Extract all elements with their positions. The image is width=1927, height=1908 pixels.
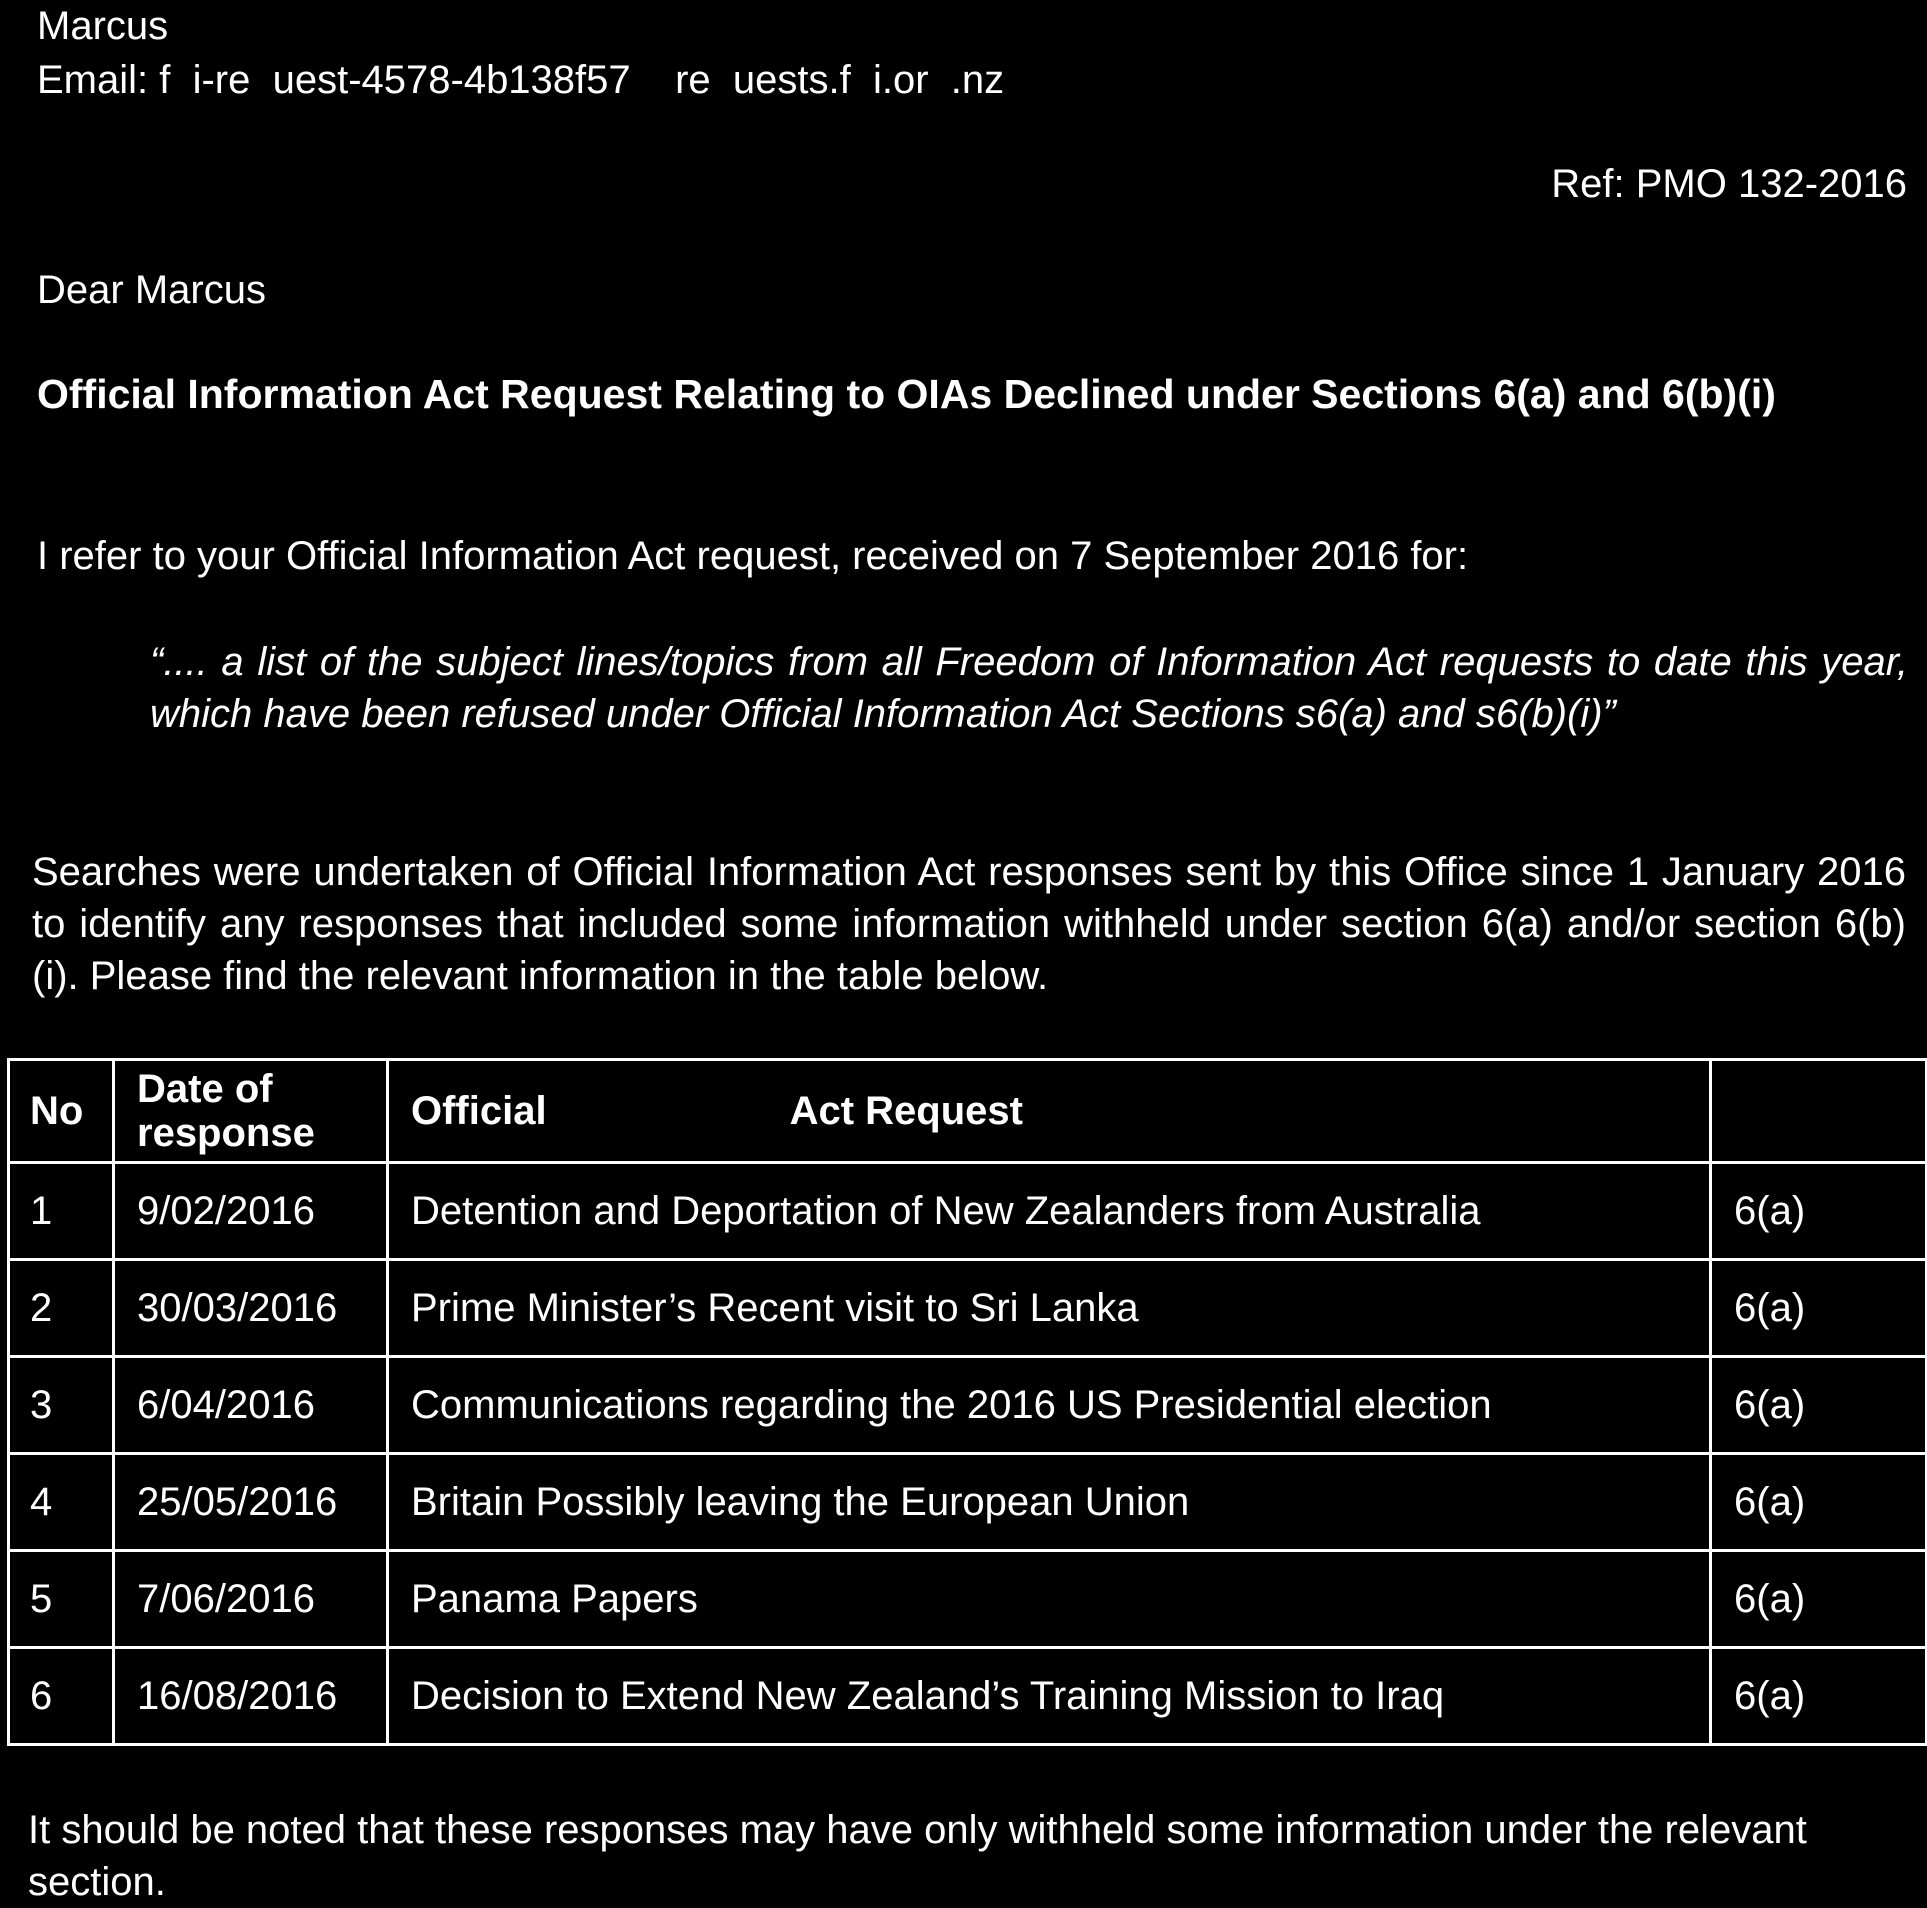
footer-note: It should be noted that these responses may have only withheld some information under the relevant section. [28, 1808, 1807, 1904]
header-date-of-response: Date of response [114, 1060, 388, 1163]
row-section: 6(a) [1711, 1454, 1927, 1551]
row-no: 3 [9, 1357, 114, 1454]
row-request: Britain Possibly leaving the European Union [388, 1454, 1711, 1551]
quoted-request: “.... a list of the subject lines/topics from all Freedom of Information Act requests to date this year, which have been refused under Official Information Act Sections s6(a) and s6(b)(i)” [150, 640, 1908, 736]
row-no: 1 [9, 1163, 114, 1260]
table-row [9, 1357, 1927, 1454]
row-request: Panama Papers [388, 1551, 1711, 1648]
row-date: 25/05/2016 [114, 1454, 388, 1551]
table-row [9, 1551, 1927, 1648]
row-section: 6(a) [1711, 1551, 1927, 1648]
row-request: Prime Minister’s Recent visit to Sri Lanka [388, 1260, 1711, 1357]
intro-paragraph: I refer to your Official Information Act request, received on 7 September 2016 for: [37, 534, 1469, 578]
recipient-email: Email: f i-re uest-4578-4b138f57 re uests.f i.or .nz [37, 58, 1005, 102]
row-no: 2 [9, 1260, 114, 1357]
row-date: 30/03/2016 [114, 1260, 388, 1357]
header-request: Official Act Request [388, 1060, 1711, 1163]
header-section [1711, 1060, 1927, 1163]
row-section: 6(a) [1711, 1260, 1927, 1357]
searches-paragraph: Searches were undertaken of Official Information Act responses sent by this Office since 1 January 2016 to identify any responses that included some information withheld under section 6(a) and/or section 6(b)(i). Please find the relevant information in the table below. [32, 850, 1906, 998]
table-row [9, 1260, 1927, 1357]
table-header-row [9, 1060, 1927, 1163]
table-row [9, 1648, 1927, 1745]
table-row [9, 1163, 1927, 1260]
row-request: Communications regarding the 2016 US Presidential election [388, 1357, 1711, 1454]
table-row [9, 1454, 1927, 1551]
header-no: No [9, 1060, 114, 1163]
row-no: 6 [9, 1648, 114, 1745]
salutation: Dear Marcus [37, 268, 266, 312]
recipient-name: Marcus [37, 4, 169, 48]
row-date: 16/08/2016 [114, 1648, 388, 1745]
letter-subject: Official Information Act Request Relating to OIAs Declined under Sections 6(a) and 6(b)(i) [37, 371, 1776, 417]
row-date: 6/04/2016 [114, 1357, 388, 1454]
row-request: Decision to Extend New Zealand’s Training Mission to Iraq [388, 1648, 1711, 1745]
row-no: 5 [9, 1551, 114, 1648]
row-date: 7/06/2016 [114, 1551, 388, 1648]
row-no: 4 [9, 1454, 114, 1551]
reference-number: Ref: PMO 132-2016 [1551, 162, 1907, 206]
declined-oia-table [7, 1058, 1927, 1746]
row-section: 6(a) [1711, 1163, 1927, 1260]
row-section: 6(a) [1711, 1648, 1927, 1745]
row-section: 6(a) [1711, 1357, 1927, 1454]
row-date: 9/02/2016 [114, 1163, 388, 1260]
row-request: Detention and Deportation of New Zealanders from Australia [388, 1163, 1711, 1260]
